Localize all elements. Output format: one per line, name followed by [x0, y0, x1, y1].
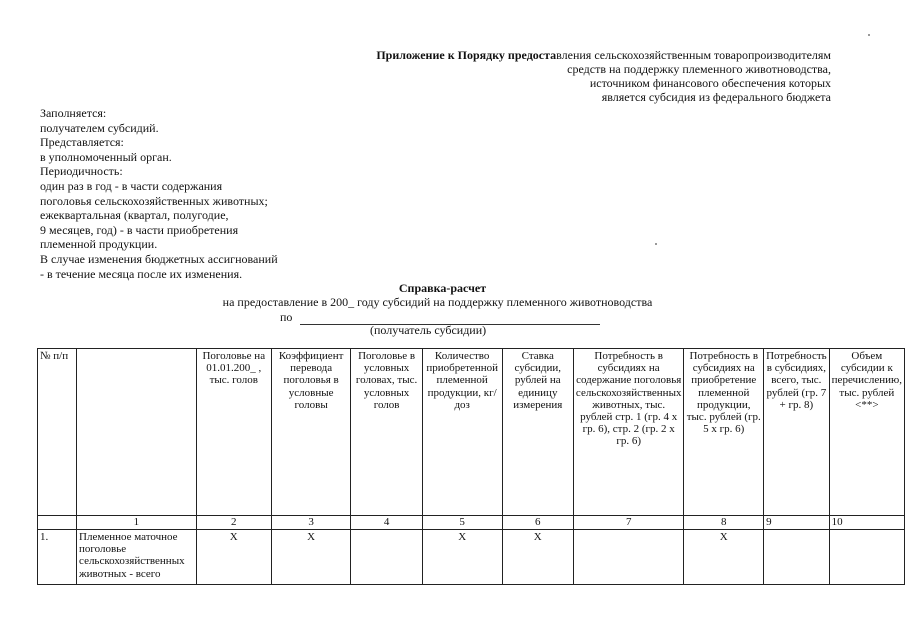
instruction-line: - в течение месяца после их изменения. [40, 266, 243, 281]
column-number-cell: 1 [77, 516, 197, 530]
table-cell: X [196, 530, 271, 585]
appendix-lead-bold: Приложение к Порядку предоста [376, 48, 557, 62]
form-subtitle: на предоставление в 200_ году субсидий на поддержку племенного животноводства [222, 295, 653, 309]
table-cell [764, 530, 830, 585]
header-cell [77, 349, 197, 516]
instruction-line: получателем субсидий. [40, 120, 159, 135]
header-cell: Потребность в субсидиях на содержание поголовья сельскохозяйственных животных, тыс. рублей стр. 1 (гр. 4 х гр. 6), стр. 2 (гр. 2 х гр. 6) [573, 349, 684, 516]
appendix-line-4: является субсидия из федерального бюджета [601, 90, 831, 104]
column-number-cell: 10 [829, 516, 904, 530]
appendix-line-2: средств на поддержку племенного животноводства, [567, 62, 831, 76]
instruction-line: поголовья сельскохозяйственных животных; [40, 193, 268, 208]
header-cell: Коэффициент перевода поголовья в условные головы [271, 349, 351, 516]
instruction-line: в уполномоченный орган. [40, 149, 172, 164]
table-cell: 1. [38, 530, 77, 585]
column-number-cell: 4 [351, 516, 422, 530]
form-title: Справка-расчет [398, 281, 487, 295]
table-cell: X [271, 530, 351, 585]
header-cell: Ставка субсидии, рублей на единицу измерения [502, 349, 573, 516]
appendix-line-3: источником финансового обеспечения которых [589, 76, 831, 90]
table-cell: Племенное маточное поголовье сельскохозяйственных животных - всего [77, 530, 197, 585]
appendix-lead-rest: вления сельскохозяйственным товаропроизводителям [556, 48, 831, 62]
column-number-cell: 5 [422, 516, 502, 530]
header-cell: Поголовье на 01.01.200_ , тыс. голов [196, 349, 271, 516]
column-number-cell: 2 [196, 516, 271, 530]
scan-speck [868, 34, 870, 36]
table-cell [351, 530, 422, 585]
column-number-cell: 7 [573, 516, 684, 530]
table-cell [573, 530, 684, 585]
table-cell: X [502, 530, 573, 585]
header-cell: Потребность в субсидиях на приобретение племенной продукции, тыс. рублей (гр. 5 х гр. 6) [684, 349, 764, 516]
recipient-prefix: по [280, 310, 293, 324]
filing-instructions [40, 106, 340, 281]
instruction-line: ежеквартальная (квартал, полугодие, [40, 208, 229, 223]
column-number-cell: 3 [271, 516, 351, 530]
table-row [38, 530, 905, 585]
calculation-table [37, 348, 905, 585]
column-number-cell: 6 [502, 516, 573, 530]
header-cell: Количество приобретенной племенной продукции, кг/доз [422, 349, 502, 516]
scan-speck [655, 243, 657, 245]
header-cell: № п/п [38, 349, 77, 516]
column-number-cell: 8 [684, 516, 764, 530]
table-cell: X [684, 530, 764, 585]
header-cell: Потребность в субсидиях, всего, тыс. рублей (гр. 7 + гр. 8) [764, 349, 830, 516]
instruction-line: 9 месяцев, год) - в части приобретения [40, 222, 239, 237]
instruction-line: В случае изменения бюджетных ассигнований [40, 251, 278, 266]
instruction-line: Заполняется: [40, 106, 107, 120]
recipient-caption: (получатель субсидии) [370, 323, 487, 337]
table-cell: X [422, 530, 502, 585]
instruction-line: племенной продукции. [40, 237, 158, 252]
form-title-block [0, 281, 905, 309]
table-cell [829, 530, 904, 585]
instruction-line: Представляется: [40, 135, 124, 150]
instruction-line: один раз в год - в части содержания [40, 178, 223, 193]
header-cell: Поголовье в условных головах, тыс. условных голов [351, 349, 422, 516]
column-number-cell [38, 516, 77, 530]
instruction-line: Периодичность: [40, 164, 123, 179]
column-number-cell: 9 [764, 516, 830, 530]
column-number-row [38, 516, 905, 530]
header-cell: Объем субсидии к перечислению, тыс. рублей <**> [829, 349, 904, 516]
appendix-header [311, 48, 831, 104]
header-row [38, 349, 905, 516]
